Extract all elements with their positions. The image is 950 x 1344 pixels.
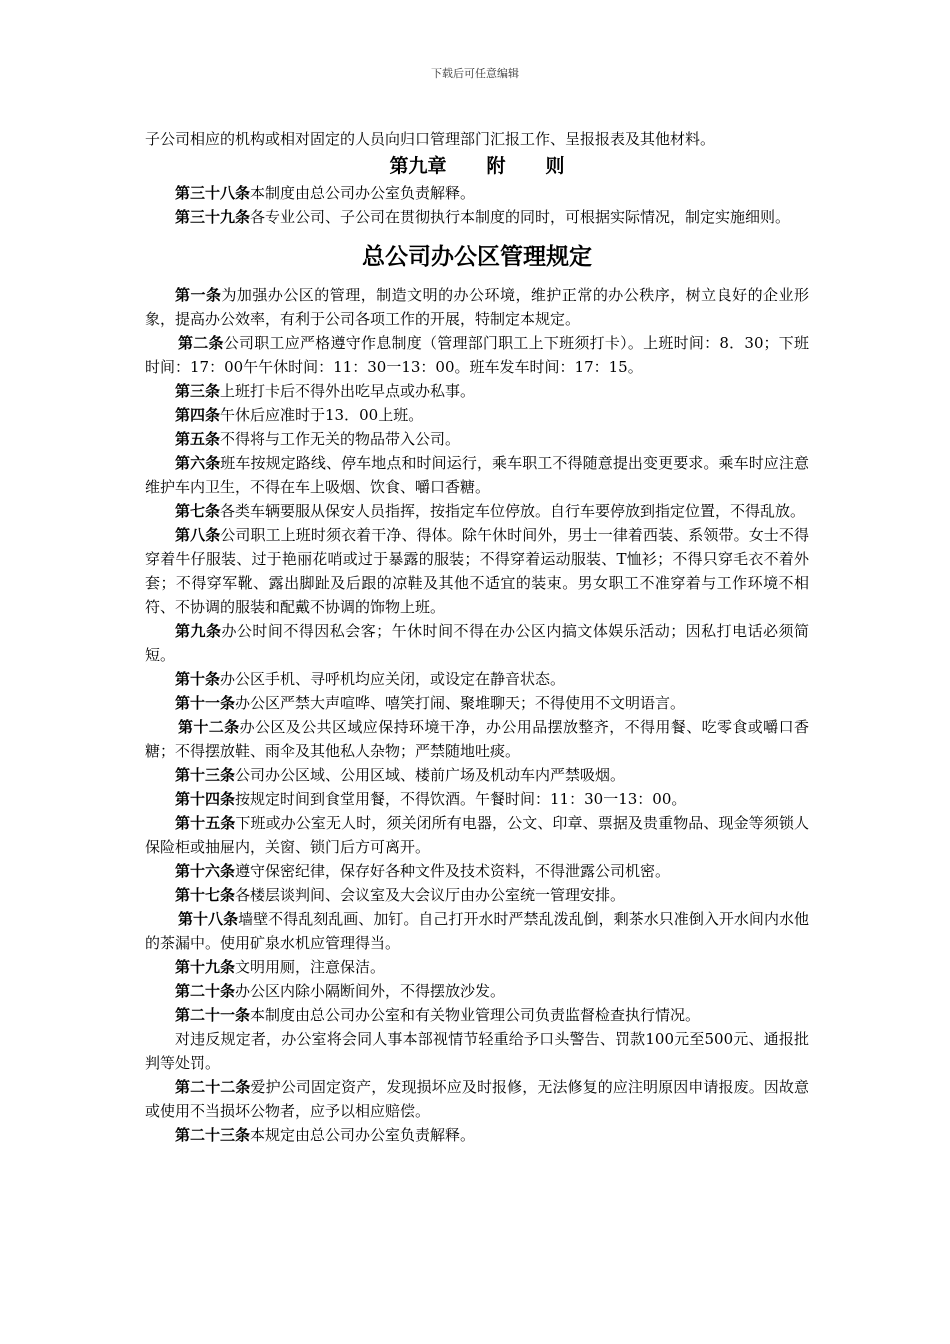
document-title: 总公司办公区管理规定 [362,244,592,270]
article-label: 第二十三条 [175,1126,251,1144]
article-label: 第十七条 [175,886,236,904]
article-label: 第三条 [175,382,221,400]
continuation-paragraph: 子公司相应的机构或相对固定的人员向归口管理部门汇报工作、呈报报表及其他材料。 [145,130,716,148]
article-list [145,283,809,1147]
article-label: 第六条 [175,454,221,472]
article-text: 办公时间不得因私会客；午休时间不得在办公区内搞文体娱乐活动；因私打电话必须简短。 [145,622,809,664]
article-label: 第三十九条 [175,208,251,226]
article-label: 第二十一条 [175,1006,251,1024]
article-paragraph [145,451,809,499]
article-paragraph [145,205,809,229]
article-label: 第二十条 [175,982,236,1000]
article-label: 第一条 [175,286,222,304]
chapter-word-1: 附 [486,155,506,177]
page-header: 下载后可任意编辑 [431,67,519,80]
article-paragraph [145,955,809,979]
article-paragraph [145,1075,809,1123]
article-label: 第九条 [175,622,222,640]
article-paragraph [145,379,809,403]
article-paragraph [145,883,809,907]
article-paragraph [145,1123,809,1147]
article-label: 第十五条 [175,814,236,832]
article-paragraph [145,403,809,427]
article-label: 第十二条 [178,718,240,736]
article-paragraph [145,1027,809,1075]
article-label: 第二条 [178,334,224,352]
article-text: 各类车辆要服从保安人员指挥，按指定车位停放。自行车要停放到指定位置，不得乱放。 [220,502,806,520]
article-label: 第十六条 [175,862,236,880]
article-text: 为加强办公区的管理，制造文明的办公环境，维护正常的办公秩序，树立良好的企业形象，提高办公效率，有利于公司各项工作的开展，特制定本规定。 [145,286,809,328]
article-text: 公司办公区域、公用区域、楼前广场及机动车内严禁吸烟。 [235,766,626,784]
article-label: 第十九条 [175,958,236,976]
chapter-heading [145,151,809,181]
article-text: 爱护公司固定资产，发现损坏应及时报修，无法修复的应注明原因申请报废。因故意或使用不当损坏公物者，应予以相应赔偿。 [145,1078,809,1120]
chapter-word-2: 则 [545,155,565,177]
article-paragraph [145,427,809,451]
document-body [145,127,809,1147]
article-text: 办公区内除小隔断间外，不得摆放沙发。 [235,982,506,1000]
article-text: 按规定时间到食堂用餐，不得饮酒。午餐时间：11：30一13：00。 [235,790,687,808]
article-paragraph [145,691,809,715]
article-paragraph [145,1003,809,1027]
article-text: 下班或办公室无人时，须关闭所有电器，公文、印章、票据及贵重物品、现金等须锁人保险柜或抽屉内，关窗、锁门后方可离开。 [145,814,809,856]
article-paragraph [145,907,809,955]
article-text: 各楼层谈判间、会议室及大会议厅由办公室统一管理安排。 [235,886,626,904]
article-paragraph [145,619,809,667]
article-label: 第三十八条 [175,184,251,202]
article-text: 本制度由总公司办公室负责解释。 [250,184,476,202]
article-text: 对违反规定者，办公室将会同人事本部视情节轻重给予口头警告、罚款100元至500元、通报批判等处罚。 [145,1030,809,1072]
article-paragraph [145,859,809,883]
article-paragraph [145,499,809,523]
article-text: 办公区及公共区域应保持环境干净，办公用品摆放整齐，不得用餐、吃零食或嚼口香糖；不得摆放鞋、雨伞及其他私人杂物；严禁随地吐痰。 [145,718,809,760]
article-paragraph [145,667,809,691]
article-label: 第四条 [175,406,221,424]
article-text: 本规定由总公司办公室负责解释。 [250,1126,476,1144]
article-paragraph [145,331,809,379]
chapter-number: 第九章 [389,155,447,177]
article-text: 遵守保密纪律，保存好各种文件及技术资料，不得泄露公司机密。 [235,862,671,880]
article-paragraph [145,283,809,331]
article-paragraph [145,979,809,1003]
article-text: 上班打卡后不得外出吃早点或办私事。 [220,382,476,400]
article-label: 第十四条 [175,790,236,808]
article-text: 午休后应准时于13．00上班。 [220,406,424,424]
article-text: 班车按规定路线、停车地点和时间运行，乘车职工不得随意提出变更要求。乘车时应注意维护车内卫生，不得在车上吸烟、饮食、嚼口香糖。 [145,454,809,496]
article-label: 第七条 [175,502,221,520]
article-paragraph [145,811,809,859]
article-text: 文明用厕，注意保洁。 [235,958,386,976]
article-paragraph [145,787,809,811]
article-text: 公司职工应严格遵守作息制度（管理部门职工上下班须打卡）。上班时间：8．30；下班时间：17：00午午休时间：11：30一13：00。班车发车时间：17：15。 [145,334,809,376]
article-text: 本制度由总公司办公室和有关物业管理公司负责监督检查执行情况。 [250,1006,701,1024]
article-label: 第十一条 [175,694,236,712]
article-label: 第十三条 [175,766,236,784]
article-paragraph [145,763,809,787]
article-text: 公司职工上班时须衣着干净、得体。除午休时间外，男士一律着西装、系领带。女士不得穿着牛仔服装、过于艳丽花哨或过于暴露的服装；不得穿着运动服装、T恤衫；不得只穿毛衣不着外套；不得穿军靴、露出脚趾及后跟的凉鞋及其他不适宜的装束。男女职工不准穿着与工作环境不相符、不协调的服装和配戴不协调的饰物上班。 [145,526,809,616]
article-label: 第八条 [175,526,221,544]
article-paragraph [145,523,809,619]
article-label: 第五条 [175,430,221,448]
article-paragraph [145,715,809,763]
article-text: 不得将与工作无关的物品带入公司。 [220,430,461,448]
article-label: 第十八条 [178,910,239,928]
article-text: 办公区严禁大声喧哗、嘻笑打闹、聚堆聊天；不得使用不文明语言。 [235,694,686,712]
article-text: 墙壁不得乱刻乱画、加钉。自己打开水时严禁乱泼乱倒，剩茶水只准倒入开水间内水他的茶漏中。使用矿泉水机应管理得当。 [145,910,809,952]
article-paragraph [145,181,809,205]
article-text: 各专业公司、子公司在贯彻执行本制度的同时，可根据实际情况，制定实施细则。 [250,208,791,226]
article-text: 办公区手机、寻呼机均应关闭，或设定在静音状态。 [220,670,566,688]
article-label: 第十条 [175,670,221,688]
article-label: 第二十二条 [175,1078,251,1096]
